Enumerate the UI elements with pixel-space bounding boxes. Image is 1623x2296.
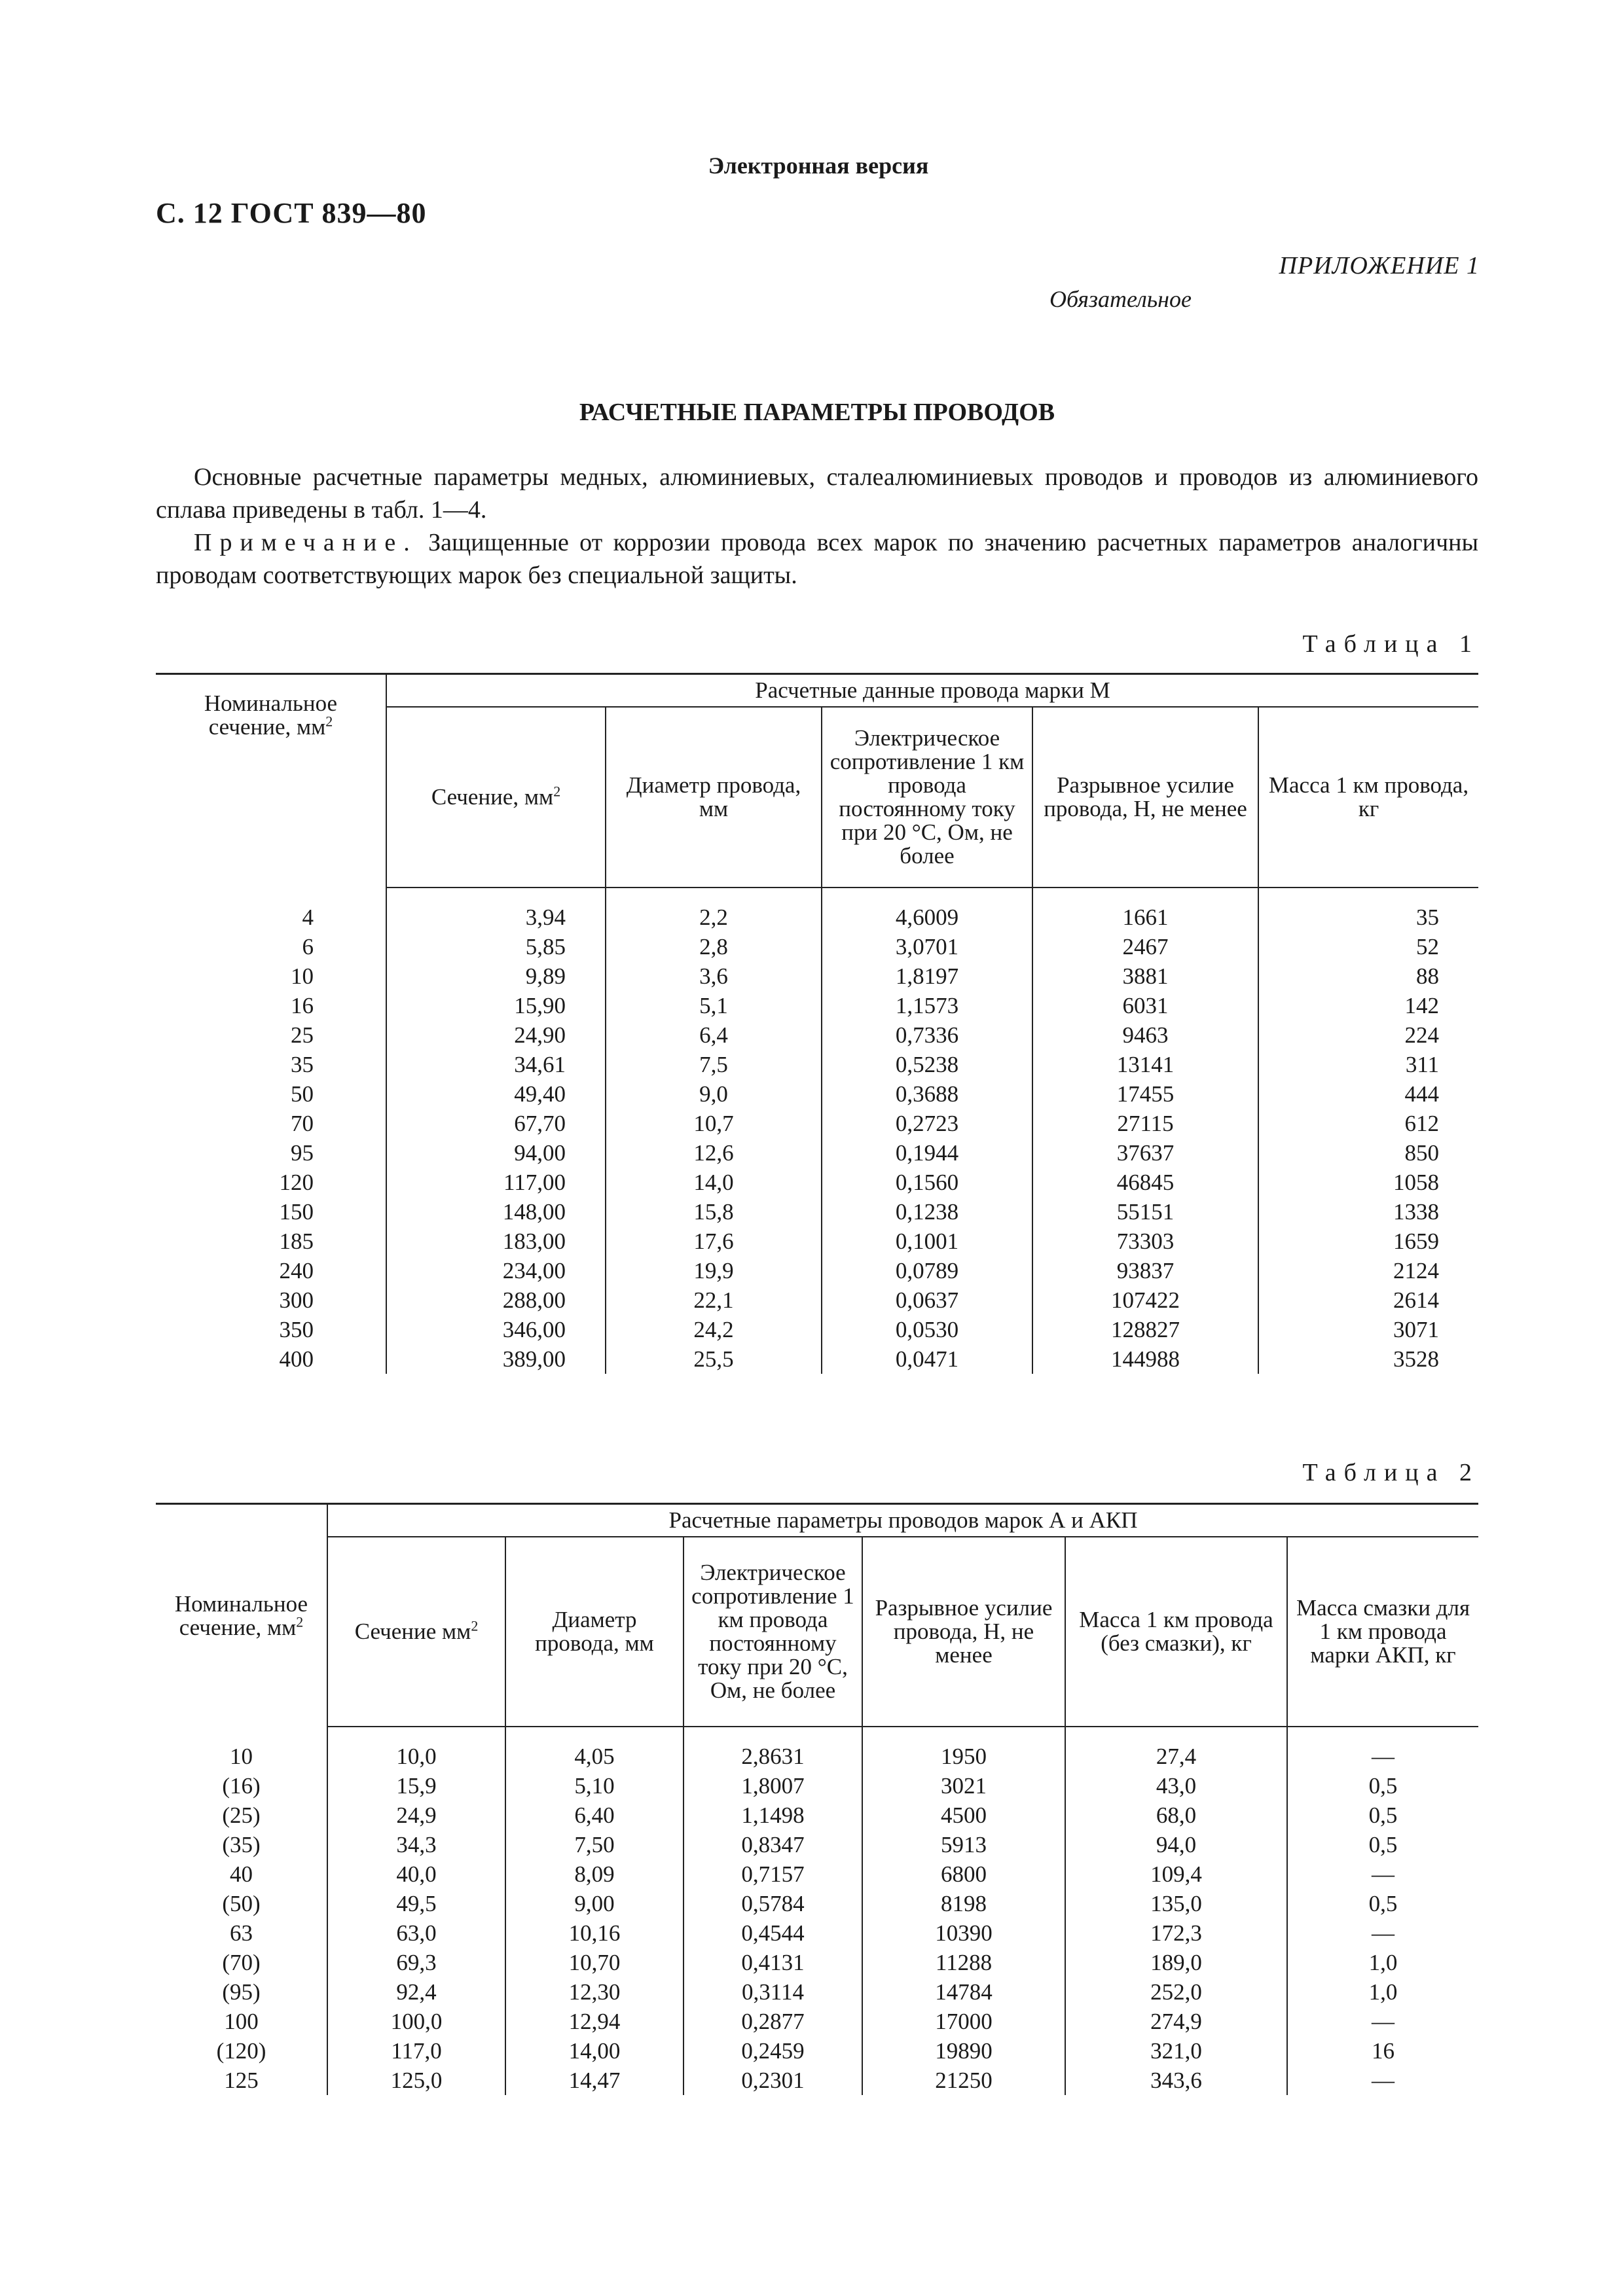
table-cell: 1,1498: [684, 1801, 862, 1830]
table1-header-breaking-force: Разрывное усилие провода, Н, не менее: [1032, 707, 1258, 888]
table-cell: 0,3688: [822, 1079, 1032, 1109]
table1-header-section: Сечение, $мм^2$: [386, 707, 606, 888]
table-cell: 49,5: [327, 1889, 505, 1918]
table-cell: (95): [156, 1977, 327, 2007]
table-cell: 12,94: [505, 2007, 684, 2036]
table-cell: 389,00: [386, 1344, 606, 1374]
table-cell: 1,0: [1368, 1950, 1398, 1975]
table-row: [156, 1285, 1478, 1315]
table-cell: 4500: [862, 1801, 1065, 1830]
table-cell: 10: [156, 1727, 327, 1771]
table-cell: 19,9: [606, 1256, 822, 1285]
table-cell: 25: [156, 1020, 386, 1050]
table-cell: 2124: [1393, 1258, 1440, 1283]
table-cell: 10,16: [505, 1918, 684, 1948]
table-cell: 16: [156, 991, 386, 1020]
table-cell: 288,00: [386, 1285, 606, 1315]
table-cell: 2467: [1032, 932, 1258, 961]
table-cell: 612: [1404, 1111, 1440, 1136]
table-cell: 321,0: [1065, 2036, 1287, 2066]
table-cell: 0,5: [1368, 1773, 1398, 1799]
table-cell: 14,00: [505, 2036, 684, 2066]
table-row: [156, 1727, 1478, 1771]
table-cell: 0,1238: [822, 1197, 1032, 1227]
table-cell: 16: [1372, 2038, 1395, 2064]
table-cell: 343,6: [1065, 2066, 1287, 2095]
table-cell: 5,85: [386, 932, 606, 961]
table-cell: 311: [1405, 1052, 1440, 1077]
table-cell: 100,0: [327, 2007, 505, 2036]
table-cell: 0,3114: [684, 1977, 862, 2007]
table-cell: 0,5: [1368, 1832, 1398, 1857]
table-cell: 240: [156, 1256, 386, 1285]
table-cell: 224: [1404, 1022, 1440, 1048]
table-cell: 234,00: [386, 1256, 606, 1285]
table-cell: 0,5238: [822, 1050, 1032, 1079]
table-cell: 142: [1404, 993, 1440, 1018]
table-cell: 17455: [1032, 1079, 1258, 1109]
table-cell: 8198: [862, 1889, 1065, 1918]
table-cell: 117,0: [327, 2036, 505, 2066]
table-cell: 4: [156, 888, 386, 932]
table-cell: 2,2: [606, 888, 822, 932]
table-cell: 9,00: [505, 1889, 684, 1918]
table-cell: 400: [156, 1344, 386, 1374]
table-cell: 125: [156, 2066, 327, 2095]
table-cell: 125,0: [327, 2066, 505, 2095]
table-cell: (70): [156, 1948, 327, 1977]
table-cell: 22,1: [606, 1285, 822, 1315]
table-cell: 5913: [862, 1830, 1065, 1859]
intro-paragraph: Основные расчетные параметры медных, алюминиевых, сталеалюминиевых проводов и проводов из алюминиевого сплава приведены в табл. 1—4.: [156, 463, 1478, 524]
table2-header-breaking-force: Разрывное усилие провода, Н, не менее: [862, 1537, 1065, 1727]
table-cell: —: [1372, 2068, 1395, 2093]
table-cell: 0,2301: [684, 2066, 862, 2095]
table-cell: 100: [156, 2007, 327, 2036]
table-row: [156, 1050, 1478, 1079]
table2: [156, 1503, 1478, 2095]
table-cell: (50): [156, 1889, 327, 1918]
table-cell: 2614: [1393, 1287, 1440, 1313]
table-row: [156, 1079, 1478, 1109]
appendix-label: ПРИЛОЖЕНИЕ 1: [1279, 252, 1480, 279]
table-cell: 17000: [862, 2007, 1065, 2036]
table-cell: 0,2877: [684, 2007, 862, 2036]
table-cell: 135,0: [1065, 1889, 1287, 1918]
table-cell: 1,1573: [822, 991, 1032, 1020]
table1-header-nominal: Номинальное сечение, $мм^2$: [156, 674, 386, 888]
table-cell: 24,2: [606, 1315, 822, 1344]
table-row: [156, 1256, 1478, 1285]
table-cell: 850: [1404, 1140, 1440, 1166]
table-row: [156, 1109, 1478, 1138]
table-cell: 10,0: [327, 1727, 505, 1771]
table-row: [156, 1918, 1478, 1948]
table-cell: 17,6: [606, 1227, 822, 1256]
table-cell: 73303: [1032, 1227, 1258, 1256]
table-cell: 93837: [1032, 1256, 1258, 1285]
table-cell: 68,0: [1065, 1801, 1287, 1830]
table-cell: 1,8007: [684, 1771, 862, 1801]
table-cell: 70: [156, 1109, 386, 1138]
table-row: [156, 1344, 1478, 1374]
table-cell: 6,40: [505, 1801, 684, 1830]
table-cell: 0,0530: [822, 1315, 1032, 1344]
table-row: [156, 2036, 1478, 2066]
table-cell: 6: [156, 932, 386, 961]
table-cell: 117,00: [386, 1168, 606, 1197]
table-cell: 11288: [862, 1948, 1065, 1977]
table-cell: 35: [1416, 905, 1440, 930]
table-cell: 9,89: [386, 961, 606, 991]
table-cell: 88: [1416, 963, 1440, 989]
table-row: [156, 2007, 1478, 2036]
table-cell: 0,0789: [822, 1256, 1032, 1285]
table-cell: 14,0: [606, 1168, 822, 1197]
table-cell: 63: [156, 1918, 327, 1948]
table-cell: 49,40: [386, 1079, 606, 1109]
table-cell: (120): [156, 2036, 327, 2066]
table-cell: 172,3: [1065, 1918, 1287, 1948]
section-title: РАСЧЕТНЫЕ ПАРАМЕТРЫ ПРОВОДОВ: [579, 399, 1055, 426]
table1-header-resistance: Электрическое сопротивление 1 км провода постоянному току при 20 °С, Ом, не более: [822, 707, 1032, 888]
table-cell: 94,00: [386, 1138, 606, 1168]
table-row: [156, 1315, 1478, 1344]
table-cell: 69,3: [327, 1948, 505, 1977]
table-cell: 0,1560: [822, 1168, 1032, 1197]
table-cell: 0,4544: [684, 1918, 862, 1948]
table-cell: 3,0701: [822, 932, 1032, 961]
table-cell: 24,9: [327, 1801, 505, 1830]
table-cell: 1661: [1032, 888, 1258, 932]
table2-header-group: Расчетные параметры проводов марок А и АКП: [327, 1504, 1478, 1537]
table2-caption: Таблица 2: [1302, 1459, 1480, 1486]
table-row: [156, 1801, 1478, 1830]
table-cell: 10,70: [505, 1948, 684, 1977]
table-cell: 274,9: [1065, 2007, 1287, 2036]
table-row: [156, 932, 1478, 961]
table-row: [156, 1977, 1478, 2007]
table-cell: 15,8: [606, 1197, 822, 1227]
table-cell: 252,0: [1065, 1977, 1287, 2007]
note-paragraph: [156, 526, 1478, 592]
table-cell: 46845: [1032, 1168, 1258, 1197]
table-cell: 10: [156, 961, 386, 991]
table-cell: 7,5: [606, 1050, 822, 1079]
table-cell: 3881: [1032, 961, 1258, 991]
table-cell: 107422: [1032, 1285, 1258, 1315]
table-cell: 0,7336: [822, 1020, 1032, 1050]
table-cell: 1058: [1393, 1170, 1440, 1195]
table-cell: 183,00: [386, 1227, 606, 1256]
table-cell: 21250: [862, 2066, 1065, 2095]
table-cell: 1,0: [1368, 1979, 1398, 2005]
table-cell: 92,4: [327, 1977, 505, 2007]
table-cell: 1,8197: [822, 961, 1032, 991]
table-cell: 3,94: [386, 888, 606, 932]
table-cell: 3071: [1393, 1317, 1440, 1342]
note-label: Примечание.: [194, 529, 418, 556]
table-cell: 3021: [862, 1771, 1065, 1801]
table-cell: 12,30: [505, 1977, 684, 2007]
table-cell: 27115: [1032, 1109, 1258, 1138]
table-cell: 185: [156, 1227, 386, 1256]
table-cell: 189,0: [1065, 1948, 1287, 1977]
table-cell: 15,9: [327, 1771, 505, 1801]
table-cell: —: [1372, 1744, 1395, 1769]
table-row: [156, 961, 1478, 991]
table-cell: 0,5: [1368, 1803, 1398, 1828]
table-row: [156, 1020, 1478, 1050]
electronic-version-label: Электронная версия: [708, 152, 929, 179]
table-cell: 1338: [1393, 1199, 1440, 1225]
table-row: [156, 1830, 1478, 1859]
table-row: [156, 1859, 1478, 1889]
table-cell: 43,0: [1065, 1771, 1287, 1801]
table-cell: 95: [156, 1138, 386, 1168]
table-cell: 150: [156, 1197, 386, 1227]
table-cell: 67,70: [386, 1109, 606, 1138]
table1-caption: Таблица 1: [1302, 630, 1480, 658]
table-cell: 2,8: [606, 932, 822, 961]
table-row: [156, 1889, 1478, 1918]
table-cell: 0,2459: [684, 2036, 862, 2066]
table-cell: 94,0: [1065, 1830, 1287, 1859]
table-row: [156, 1948, 1478, 1977]
table-cell: —: [1372, 1920, 1395, 1946]
table-cell: 19890: [862, 2036, 1065, 2066]
table-cell: 4,05: [505, 1727, 684, 1771]
table-cell: 0,1944: [822, 1138, 1032, 1168]
table-cell: 40,0: [327, 1859, 505, 1889]
table-cell: 40: [156, 1859, 327, 1889]
table-cell: 6031: [1032, 991, 1258, 1020]
table-cell: 0,5784: [684, 1889, 862, 1918]
table-cell: 37637: [1032, 1138, 1258, 1168]
table-cell: 34,61: [386, 1050, 606, 1079]
table-cell: —: [1372, 1861, 1395, 1887]
table-row: [156, 1771, 1478, 1801]
table-cell: 3,6: [606, 961, 822, 991]
table1: [156, 673, 1478, 1374]
table-cell: 8,09: [505, 1859, 684, 1889]
table-cell: 2,8631: [684, 1727, 862, 1771]
table-cell: 52: [1416, 934, 1440, 960]
table2-header-resistance: Электрическое сопротивление 1 км провода постоянному току при 20 °С, Ом, не более: [684, 1537, 862, 1727]
table1-header-mass: Масса 1 км провода, кг: [1258, 707, 1478, 888]
table-cell: 1950: [862, 1727, 1065, 1771]
table-cell: 144988: [1032, 1344, 1258, 1374]
table-cell: 0,5: [1368, 1891, 1398, 1916]
table-row: [156, 991, 1478, 1020]
table-cell: 35: [156, 1050, 386, 1079]
table-cell: 14784: [862, 1977, 1065, 2007]
mandatory-label: Обязательное: [1049, 286, 1192, 312]
table-cell: 55151: [1032, 1197, 1258, 1227]
table2-header-mass: Масса 1 км провода (без смазки), кг: [1065, 1537, 1287, 1727]
table-cell: 12,6: [606, 1138, 822, 1168]
table-cell: 0,0637: [822, 1285, 1032, 1315]
table-cell: 0,8347: [684, 1830, 862, 1859]
table-cell: 7,50: [505, 1830, 684, 1859]
table2-header-diameter: Диаметр провода, мм: [505, 1537, 684, 1727]
table-cell: 27,4: [1065, 1727, 1287, 1771]
table-cell: (35): [156, 1830, 327, 1859]
table2-header-grease-mass: Масса смазки для 1 км провода марки АКП, кг: [1287, 1537, 1478, 1727]
table-cell: 120: [156, 1168, 386, 1197]
table-cell: —: [1372, 2009, 1395, 2034]
table-cell: 109,4: [1065, 1859, 1287, 1889]
table-cell: (25): [156, 1801, 327, 1830]
table-cell: 444: [1404, 1081, 1440, 1107]
table-cell: 6800: [862, 1859, 1065, 1889]
table-cell: 34,3: [327, 1830, 505, 1859]
table-cell: 1659: [1393, 1229, 1440, 1254]
table-row: [156, 1197, 1478, 1227]
table-row: [156, 2066, 1478, 2095]
table1-body: [156, 888, 1478, 1374]
table-cell: 24,90: [386, 1020, 606, 1050]
table-cell: 5,1: [606, 991, 822, 1020]
table-cell: 5,10: [505, 1771, 684, 1801]
table-cell: 50: [156, 1079, 386, 1109]
table-cell: 3528: [1393, 1346, 1440, 1372]
table-row: [156, 1227, 1478, 1256]
table-cell: 14,47: [505, 2066, 684, 2095]
table-cell: (16): [156, 1771, 327, 1801]
table-row: [156, 1168, 1478, 1197]
table1-header-group: Расчетные данные провода марки М: [386, 674, 1478, 708]
table-cell: 9,0: [606, 1079, 822, 1109]
table-cell: 13141: [1032, 1050, 1258, 1079]
table-cell: 25,5: [606, 1344, 822, 1374]
table1-header-diameter: Диаметр провода, мм: [606, 707, 822, 888]
table-cell: 15,90: [386, 991, 606, 1020]
table-cell: 0,2723: [822, 1109, 1032, 1138]
table-row: [156, 1138, 1478, 1168]
table-cell: 346,00: [386, 1315, 606, 1344]
table-row: [156, 888, 1478, 932]
table-cell: 10,7: [606, 1109, 822, 1138]
table-cell: 148,00: [386, 1197, 606, 1227]
table-cell: 128827: [1032, 1315, 1258, 1344]
note-text: Защищенные от коррозии провода всех марок по значению расчетных параметров аналогичны проводам соответствующих марок без специальной защиты.: [156, 529, 1478, 589]
table-cell: 4,6009: [822, 888, 1032, 932]
table-cell: 63,0: [327, 1918, 505, 1948]
table-cell: 10390: [862, 1918, 1065, 1948]
table2-body: [156, 1727, 1478, 2095]
page-header: С. 12 ГОСТ 839—80: [156, 197, 427, 229]
table-cell: 6,4: [606, 1020, 822, 1050]
table-cell: 300: [156, 1285, 386, 1315]
table-cell: 9463: [1032, 1020, 1258, 1050]
table-cell: 0,7157: [684, 1859, 862, 1889]
table2-header-section: Сечение $мм^2$: [327, 1537, 505, 1727]
table-cell: 350: [156, 1315, 386, 1344]
table-cell: 0,0471: [822, 1344, 1032, 1374]
table2-header-nominal: Номинальное сечение, $мм^2$: [156, 1504, 327, 1727]
table-cell: 0,1001: [822, 1227, 1032, 1256]
table-cell: 0,4131: [684, 1948, 862, 1977]
